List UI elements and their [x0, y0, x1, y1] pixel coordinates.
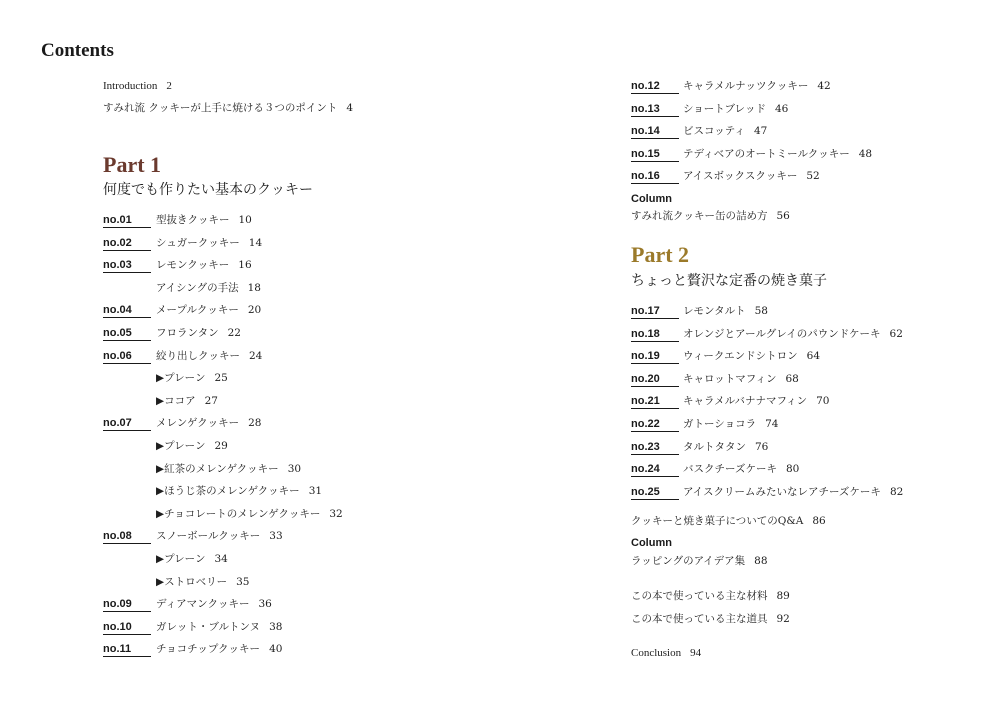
toc-materials[interactable]	[631, 589, 790, 603]
toc-page: 89	[776, 590, 790, 602]
entry-number: no.21	[631, 394, 679, 409]
contents-heading: Contents	[41, 40, 114, 61]
toc-page: 62	[889, 327, 903, 340]
toc-title: キャラメルバナナマフィン	[683, 395, 808, 408]
toc-page: 31	[308, 485, 323, 498]
toc-page: 29	[214, 440, 228, 452]
toc-title: タルトタタン	[683, 440, 746, 453]
toc-page: 34	[214, 553, 228, 565]
toc-page: 14	[248, 236, 263, 249]
part1-title: 何度でも作りたい基本のクッキー	[103, 182, 313, 198]
column2-item[interactable]	[631, 554, 768, 568]
entry-number: no.17	[631, 304, 679, 319]
entry-number: no.01	[103, 213, 151, 228]
toc-page: 48	[858, 147, 873, 160]
entry-number: no.23	[631, 440, 679, 455]
entry-number: no.02	[103, 236, 151, 251]
column1-label: Column	[631, 193, 672, 205]
toc-page: 52	[806, 170, 820, 183]
toc-title: ラッピングのアイデア集	[631, 555, 746, 567]
toc-page: 18	[247, 281, 261, 294]
toc-page: 2	[166, 80, 172, 92]
entry-number: no.03	[103, 258, 151, 273]
toc-page: 10	[238, 214, 252, 226]
toc-title: ガレット・ブルトンヌ	[156, 620, 261, 633]
toc-page: 32	[329, 507, 343, 520]
entry-number: no.10	[103, 620, 151, 635]
toc-page: 94	[690, 647, 702, 659]
part2-title: ちょっと贅沢な定番の焼き菓子	[631, 273, 827, 289]
toc-page: 27	[204, 394, 218, 407]
entry-number: no.22	[631, 417, 679, 432]
toc-page: 30	[287, 462, 302, 475]
toc-entry[interactable]	[683, 102, 788, 116]
toc-title: キャロットマフィン	[683, 372, 777, 385]
toc-entry[interactable]	[683, 462, 799, 476]
toc-title: チョコチップクッキー	[156, 643, 261, 656]
toc-title: キャラメルナッツクッキー	[683, 80, 809, 92]
toc-page: 42	[817, 80, 831, 92]
toc-title: 型抜きクッキー	[156, 214, 230, 226]
toc-page: 47	[753, 125, 768, 138]
toc-page: 22	[227, 327, 241, 339]
toc-qa[interactable]	[631, 514, 826, 528]
toc-page: 16	[238, 259, 252, 272]
toc-page: 38	[269, 620, 283, 633]
toc-title: ショートブレッド	[683, 102, 766, 115]
toc-title: ▶プレーン	[156, 372, 206, 385]
toc-page: 58	[754, 305, 768, 317]
entry-number: no.09	[103, 597, 151, 612]
toc-page: 4	[346, 102, 354, 114]
toc-page: 20	[247, 304, 262, 317]
toc-page: 24	[249, 349, 263, 362]
toc-page: 36	[258, 598, 272, 611]
toc-title: アイシングの手法	[156, 281, 239, 294]
entry-number: no.04	[103, 303, 151, 318]
toc-page: 64	[806, 350, 821, 363]
entry-number: no.11	[103, 642, 151, 657]
toc-page: 35	[236, 575, 250, 588]
toc-title: アイスボックスクッキー	[683, 170, 798, 183]
toc-entry[interactable]	[683, 394, 830, 408]
toc-title: Introduction	[103, 80, 158, 92]
toc-page: 76	[755, 440, 769, 453]
toc-title: ディアマンクッキー	[156, 598, 250, 611]
entry-number: no.13	[631, 102, 679, 117]
toc-entry[interactable]	[683, 147, 872, 161]
entry-number: no.20	[631, 372, 679, 387]
entry-number: no.18	[631, 327, 679, 342]
toc-page: 70	[816, 395, 830, 408]
toc-entry[interactable]	[683, 124, 767, 138]
toc-entry[interactable]	[683, 304, 768, 318]
toc-title: アイスクリームみたいなレアチーズケーキ	[683, 485, 881, 498]
toc-entry[interactable]	[683, 327, 903, 341]
column2-label: Column	[631, 537, 672, 549]
toc-title: すみれ流クッキー缶の詰め方	[631, 210, 768, 222]
toc-title: ガトーショコラ	[683, 418, 757, 430]
toc-page: 33	[269, 530, 283, 543]
entry-number: no.08	[103, 529, 151, 544]
entry-number: no.15	[631, 147, 679, 162]
toc-title: この本で使っている主な道具	[631, 613, 768, 625]
toc-page: 40	[269, 643, 283, 656]
toc-page: 92	[776, 613, 790, 625]
part1-label: Part 1	[103, 152, 162, 177]
toc-title: すみれ流 クッキーが上手に焼ける３つのポイント	[103, 102, 338, 114]
toc-page: 80	[785, 463, 800, 476]
entry-number: no.24	[631, 462, 679, 477]
toc-page: 82	[889, 485, 904, 498]
toc-title: この本で使っている主な材料	[631, 590, 768, 602]
entry-number: no.06	[103, 349, 151, 364]
toc-entry[interactable]	[683, 372, 799, 386]
toc-title: ▶紅茶のメレンゲクッキー	[156, 462, 279, 475]
toc-title: スノーボールクッキー	[156, 530, 261, 543]
toc-title: 絞り出しクッキー	[156, 349, 240, 362]
toc-title: ▶ほうじ茶のメレンゲクッキー	[156, 485, 300, 498]
entry-number: no.14	[631, 124, 679, 139]
toc-entry[interactable]	[683, 349, 820, 363]
toc-title: テディベアのオートミールクッキー	[683, 147, 850, 160]
toc-title: メープルクッキー	[156, 304, 239, 317]
toc-title: レモンクッキー	[156, 259, 230, 272]
entry-number: no.19	[631, 349, 679, 364]
toc-tools[interactable]	[631, 612, 790, 626]
toc-title: ▶チョコレートのメレンゲクッキー	[156, 507, 321, 520]
toc-page: 68	[785, 372, 799, 385]
toc-title: メレンゲクッキー	[156, 417, 240, 430]
toc-page: 74	[765, 418, 779, 430]
toc-title: ウィークエンドシトロン	[683, 350, 798, 363]
toc-page: 25	[214, 372, 228, 385]
entry-number: no.12	[631, 79, 679, 94]
toc-title: クッキーと焼き菓子についてのQ&A	[631, 515, 804, 527]
entry-number: no.05	[103, 326, 151, 341]
entry-number: no.16	[631, 169, 679, 184]
toc-page: 46	[774, 102, 789, 115]
toc-entry[interactable]	[683, 417, 778, 431]
toc-title: ビスコッティ	[683, 125, 745, 138]
toc-title: オレンジとアールグレイのパウンドケーキ	[683, 327, 881, 340]
toc-entry[interactable]	[683, 485, 903, 499]
toc-title: シュガークッキー	[156, 236, 240, 249]
part2-label: Part 2	[631, 242, 690, 267]
toc-title: Conclusion	[631, 647, 682, 659]
toc-title: バスクチーズケーキ	[683, 463, 777, 476]
toc-title: レモンタルト	[683, 305, 746, 317]
toc-conclusion[interactable]	[631, 646, 701, 660]
toc-title: ▶ココア	[156, 394, 196, 407]
toc-title: ▶ストロベリー	[156, 575, 228, 588]
toc-title: フロランタン	[156, 327, 219, 339]
toc-page: 28	[248, 417, 262, 430]
entry-number: no.07	[103, 416, 151, 431]
toc-title: ▶プレーン	[156, 553, 206, 565]
toc-entry[interactable]	[683, 169, 820, 183]
toc-page: 86	[812, 515, 826, 527]
toc-title: ▶プレーン	[156, 440, 206, 452]
toc-entry[interactable]	[683, 440, 768, 454]
entry-number: no.25	[631, 485, 679, 500]
toc-page: 88	[754, 555, 768, 567]
column1-item[interactable]	[631, 209, 790, 223]
toc-entry[interactable]	[683, 79, 831, 93]
toc-page: 56	[776, 210, 790, 222]
